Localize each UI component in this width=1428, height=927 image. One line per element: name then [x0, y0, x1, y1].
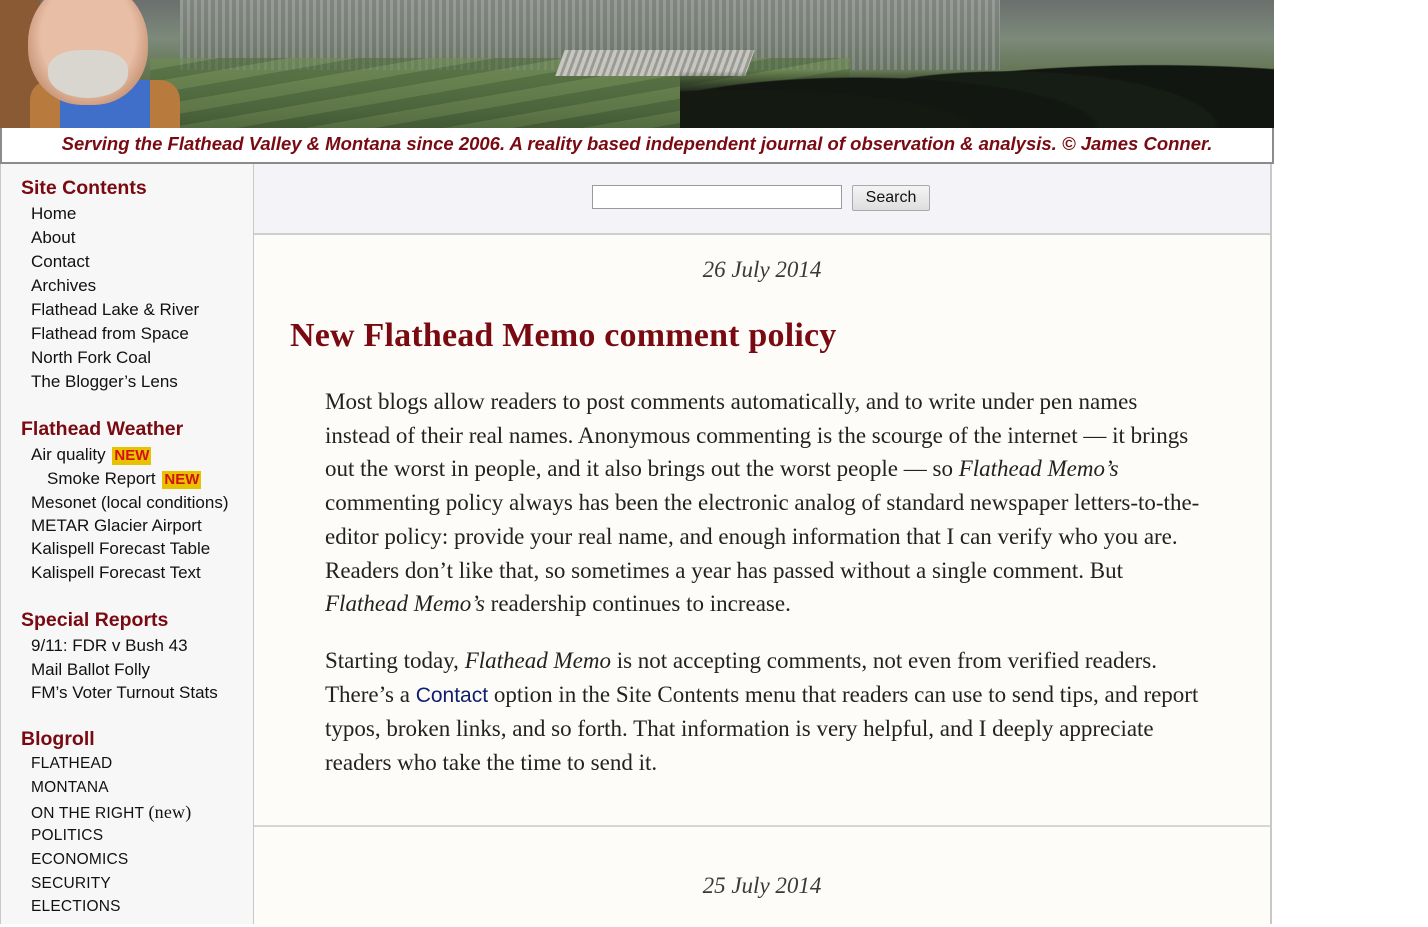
banner-trees-scene — [680, 40, 1274, 128]
sidebar-item-air-quality[interactable] — [31, 445, 151, 465]
sidebar-item-flathead-from-space[interactable]: Flathead from Space — [31, 324, 189, 343]
paragraph-emphasis: Flathead Memo — [464, 648, 611, 673]
paragraph-text: is not accepting comments, not even from verified readers. There’s a — [325, 648, 1158, 707]
blogroll-item-security[interactable]: SECURITY — [31, 875, 111, 892]
sidebar-heading-weather: Flathead Weather — [21, 418, 184, 440]
sidebar-heading-site-contents: Site Contents — [21, 177, 147, 199]
post-article — [254, 235, 1270, 827]
blogroll-item-montana[interactable]: MONTANA — [31, 779, 109, 796]
main-content — [254, 164, 1272, 924]
sidebar-item-mail-ballot[interactable]: Mail Ballot Folly — [31, 660, 151, 679]
site-tagline: Serving the Flathead Valley & Montana since 2006. A reality based independent journal of observation & analysis. © James Conner. — [0, 128, 1274, 164]
sidebar-item-metar[interactable]: METAR Glacier Airport — [31, 516, 202, 535]
author-portrait — [0, 0, 185, 128]
header-banner-image — [0, 0, 1274, 129]
sidebar-item-smoke-report[interactable] — [47, 469, 201, 489]
search-input[interactable] — [592, 185, 842, 209]
paragraph-text: readership continues to increase. — [484, 591, 791, 617]
smoke-report-label[interactable]: Smoke Report — [47, 469, 156, 488]
search-button[interactable]: Search — [852, 185, 930, 211]
paragraph-emphasis: Flathead Memo’s — [958, 456, 1119, 482]
sidebar-item-forecast-table[interactable]: Kalispell Forecast Table — [31, 539, 211, 558]
sidebar-heading-blogroll: Blogroll — [21, 728, 95, 750]
new-indicator: (new) — [148, 802, 192, 822]
sidebar-item-bloggers-lens[interactable]: The Blogger’s Lens — [31, 372, 178, 391]
post-paragraph — [325, 385, 1205, 621]
sidebar-item-north-fork-coal[interactable]: North Fork Coal — [31, 348, 151, 367]
sidebar-item-fdr-v-bush[interactable]: 9/11: FDR v Bush 43 — [31, 636, 188, 655]
sidebar-heading-special-reports: Special Reports — [21, 609, 169, 631]
new-badge: NEW — [114, 447, 150, 464]
portrait-beard — [48, 50, 128, 98]
post-date: 26 July 2014 — [702, 257, 822, 282]
sidebar-item-contact[interactable]: Contact — [31, 252, 90, 271]
blogroll-item-economics[interactable]: ECONOMICS — [31, 851, 129, 868]
blogroll-item-elections[interactable]: ELECTIONS — [31, 898, 121, 915]
search-bar — [254, 164, 1270, 235]
sidebar-item-home[interactable]: Home — [31, 204, 77, 223]
paragraph-text: Starting today, — [325, 648, 465, 673]
sidebar-item-mesonet[interactable]: Mesonet (local conditions) — [31, 493, 229, 512]
sidebar-item-about[interactable]: About — [31, 228, 76, 247]
blogroll-item-flathead[interactable]: FLATHEAD — [31, 755, 113, 772]
contact-link[interactable]: Contact — [415, 683, 489, 707]
paragraph-text: option in the Site Contents menu that readers can use to send tips, and report typos, broken links, and so forth. That information is very helpful, and I deeply appreciate readers who take the time to send it. — [325, 681, 1199, 776]
on-the-right-label[interactable]: ON THE RIGHT — [31, 805, 144, 822]
post-paragraph — [325, 644, 1205, 780]
paragraph-text: commenting policy always has been the electronic analog of standard newspaper letters-to-the-editor policy: provide your real name, and enough information that I can verify who you are. Readers don’t like that, so sometimes a year has passed without a single comment. But — [325, 490, 1200, 583]
post-date: 25 July 2014 — [702, 873, 822, 898]
post-title[interactable]: New Flathead Memo comment policy — [290, 317, 837, 354]
paragraph-emphasis: Flathead Memo’s — [325, 591, 485, 617]
blogroll-item-politics[interactable]: POLITICS — [31, 827, 104, 844]
sidebar-item-forecast-text[interactable]: Kalispell Forecast Text — [31, 563, 201, 582]
paragraph-text: Most blogs allow readers to post comments automatically, and to write under pen names instead of their real names. Anonymous commenting is the scourge of the internet — it brings out the worst in people, and it also brings out the worst people — so — [325, 389, 1189, 482]
sidebar-item-flathead-lake-river[interactable]: Flathead Lake & River — [31, 300, 200, 319]
blogroll-item-on-the-right[interactable] — [31, 802, 191, 823]
sidebar-item-archives[interactable]: Archives — [31, 276, 97, 295]
post-article — [254, 827, 1270, 927]
sidebar — [0, 164, 255, 924]
new-badge: NEW — [164, 471, 200, 488]
sidebar-item-voter-turnout[interactable]: FM’s Voter Turnout Stats — [31, 683, 218, 702]
air-quality-label[interactable]: Air quality — [31, 445, 106, 464]
